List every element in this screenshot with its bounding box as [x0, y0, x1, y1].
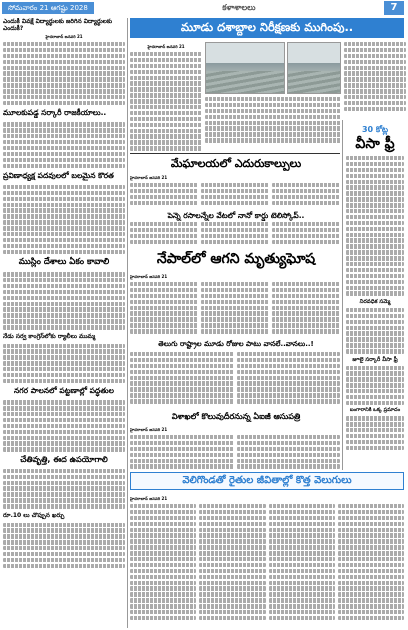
- masthead: కళాశాలలు: [222, 2, 256, 12]
- left-headline-2: మూలకుపడ్డ సర్కారీ రాజకీయాలు..: [3, 108, 107, 118]
- velugonda-banner: [130, 472, 404, 490]
- meghalaya-byline: హైదరాబాద్ జనవరి 21: [130, 175, 168, 180]
- dam-photo: [205, 42, 285, 94]
- right-head-top-text: 30 కోట్ల: [361, 124, 389, 134]
- lead-banner: [130, 18, 404, 38]
- canal-photo: [287, 42, 341, 94]
- visa-free-article: [346, 156, 404, 470]
- visakha-article: [130, 425, 340, 469]
- meghalaya-headline: మేఘాలయలో ఎదురుకాల్పులు: [170, 157, 302, 170]
- lead-article-text: [130, 42, 202, 152]
- nepal-headline: నేపాల్‌లో ఆగని మృత్యుఘోష: [156, 251, 316, 267]
- page-number: 7: [384, 1, 404, 15]
- velugonda-byline: హైదరాబాద్ జనవరి 21: [130, 496, 168, 501]
- right-head-top: [346, 124, 404, 136]
- right-sub-2: జూలై సర్కారీ వీసా ఫ్రీ: [352, 356, 398, 363]
- left-headline-1: ఎందుకీ వివక్షే విద్యార్థులకు జరిగిన విద్యార్థులకు ఎందుకీ?: [3, 18, 113, 32]
- left-column: [3, 18, 125, 628]
- visakha-headline: విశాఖలో కొలువుదీరనున్న ఏఐజీ ఆసుపత్రి: [171, 412, 301, 421]
- left-headline-4: ముస్లిం దేశాలు ఏకం కావాలి: [18, 257, 110, 268]
- left-article-3: [3, 185, 125, 254]
- meghalaya-article: [130, 173, 340, 209]
- left-dateline-1: హైదరాబాద్ జనవరి 21: [45, 34, 83, 39]
- column-divider: [127, 18, 128, 628]
- visakha-byline: హైదరాబాద్ జనవరి 21: [130, 427, 168, 432]
- right-divider: [342, 120, 343, 470]
- page-header-bar: [0, 0, 408, 16]
- left-headline-8: రూ.10 లు చొప్పున ఖర్చు: [3, 511, 65, 519]
- left-headline-6: నగర పాలనలో పట్టణాల్లో పద్ధతుల: [14, 386, 114, 396]
- issue-date: సోమవారం 21 ఆగష్టు 2028: [2, 2, 94, 14]
- lead-article-text-2: [205, 97, 341, 152]
- left-article-5: [3, 344, 125, 384]
- left-article-8: [3, 523, 125, 569]
- nepal-byline: హైదరాబాద్ జనవరి 21: [130, 274, 168, 279]
- left-headline-5: నేడు సర్వ కాంగ్రెస్‌లోకు ర్యాలీలు ముమ్మ: [3, 332, 96, 340]
- velugonda-headline: వెలిగొండతో రైతుల జీవితాల్లో కొత్త వెలుగులు: [182, 475, 352, 486]
- visa-free-headline: వీసా ఫ్రీ: [355, 136, 395, 152]
- velugonda-article: [130, 494, 404, 628]
- left-article-7: [3, 469, 125, 509]
- telescope-headline: పెన్నె రసాలన్నేల వేటలో నానో కార్డు టెలిస్కోప్..: [167, 211, 305, 220]
- lead-byline: హైదరాబాద్ జనవరి 21: [147, 44, 185, 49]
- telescope-article: [130, 222, 340, 248]
- nepal-article: [130, 272, 340, 336]
- left-headline-3: ప్రవిణాధ్యక్ష పదవులలో బలమైన కొరత: [3, 170, 114, 180]
- section-rule: [130, 153, 340, 154]
- left-headline-7: చేతివృత్తి, ఈద ఉపయోగాలి: [20, 454, 108, 464]
- left-article-1: [3, 42, 125, 105]
- rain-article: [130, 352, 340, 410]
- lead-banner-text: మూడు దశాబ్దాల నిరీక్షణకు ముగింపు..: [180, 19, 354, 34]
- left-article-4: [3, 272, 125, 329]
- rain-headline: తెలుగు రాష్ట్రాల మూడు రోజుల పాటు వానలే..వానలు..!: [158, 340, 314, 348]
- right-sub-3: బంగారానికి ఒక్క ప్రమాదం: [349, 407, 401, 414]
- right-lead-text: [344, 42, 406, 122]
- right-sub-1: నిరవధిక సమ్మె: [359, 298, 391, 305]
- left-article-2: [3, 122, 125, 168]
- left-article-6: [3, 400, 125, 452]
